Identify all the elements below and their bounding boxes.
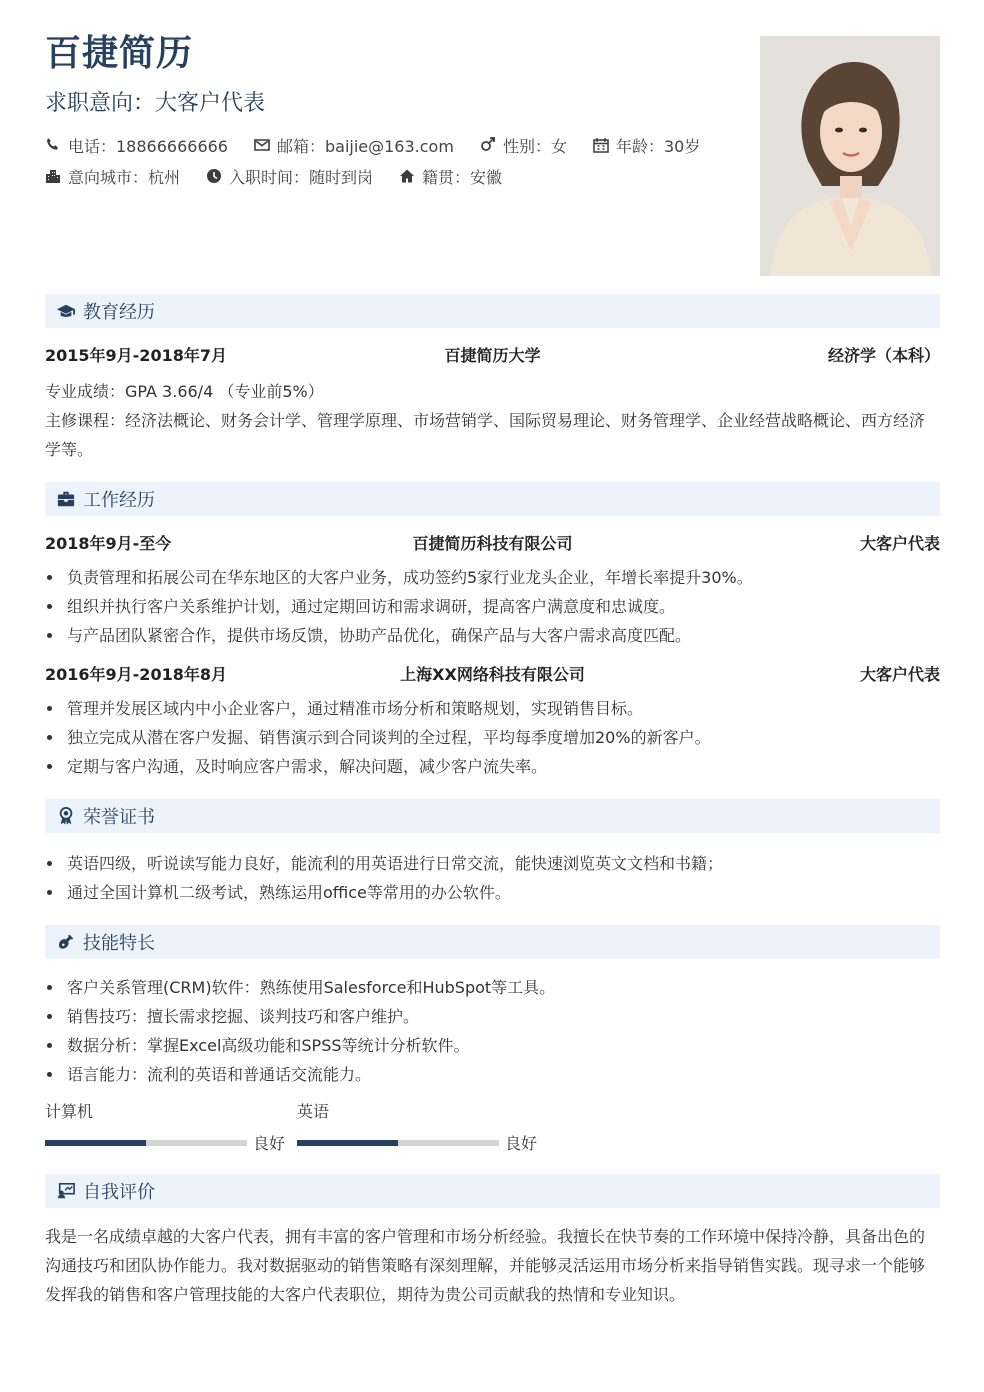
section-self-eval-title: 自我评价: [83, 1182, 155, 1203]
work-2-company: 上海XX网络科技有限公司: [400, 665, 585, 684]
gender-icon: [480, 137, 496, 153]
education-school: 百捷简历大学: [444, 346, 541, 365]
work-1-period: 2018年9月-至今: [45, 534, 172, 553]
section-honors-title: 荣誉证书: [83, 807, 155, 828]
education-major: 经济学（本科）: [827, 346, 940, 365]
education-gpa: 专业成绩：GPA 3.66/4 （专业前5%）: [45, 382, 324, 401]
section-honors-header: [45, 799, 940, 833]
list-item: 英语四级，听说读写能力良好，能流利的用英语进行日常交流，能快速浏览英文文档和书籍；: [45, 849, 940, 878]
work-2-role: 大客户代表: [859, 665, 940, 684]
city-icon: [45, 168, 61, 184]
info-phone: [45, 134, 228, 157]
resume-page: [45, 30, 940, 1309]
list-item: 数据分析：掌握Excel高级功能和SPSS等统计分析软件。: [45, 1031, 940, 1060]
section-education-title: 教育经历: [83, 302, 155, 323]
section-education-header: [45, 294, 940, 328]
clock-icon: [206, 168, 222, 184]
gender-text: 性别：女: [502, 136, 567, 156]
self-eval-text: 我是一名成绩卓越的大客户代表，拥有丰富的客户管理和市场分析经验。我擅长在快节奏的工作环境中保持冷静，具备出色的沟通技巧和团队协作能力。我对数据驱动的销售策略有深刻理解，并能够灵活运用市场分析来指导销售实践。现寻求一个能够发挥我的销售和客户管理技能的大客户代表职位，期待为贵公司贡献我的热情和专业知识。: [45, 1227, 926, 1304]
briefcase-icon: [57, 490, 75, 508]
work-2-period: 2016年9月-2018年8月: [45, 665, 227, 684]
list-item: 与产品团队紧密合作，提供市场反馈，协助产品优化，确保产品与大客户需求高度匹配。: [45, 621, 940, 650]
education-period: 2015年9月-2018年7月: [45, 346, 227, 365]
city-text: 意向城市：杭州: [68, 167, 181, 187]
phone-text: 电话：18866666666: [68, 136, 228, 156]
skill-computer-name: 计算机: [45, 1102, 94, 1121]
hometown-text: 籍贯：安徽: [422, 167, 503, 187]
honors-list: [45, 849, 940, 907]
section-skills-header: [45, 925, 940, 959]
info-hometown: [399, 165, 502, 188]
skill-english: [297, 1101, 537, 1154]
mail-icon: [254, 137, 270, 153]
education-courses: 主修课程：经济法概论、财务会计学、管理学原理、市场营销学、国际贸易理论、财务管理学、企业经营战略概论、西方经济学等。: [45, 411, 926, 459]
skill-bars: [45, 1101, 940, 1154]
home-icon: [399, 168, 415, 184]
job-intent: 求职意向：大客户代表: [45, 91, 266, 116]
section-skills-title: 技能特长: [83, 933, 155, 954]
candidate-name: 百捷简历: [45, 33, 194, 74]
list-item: 定期与客户沟通，及时响应客户需求，解决问题，减少客户流失率。: [45, 752, 940, 781]
list-item: 负责管理和拓展公司在华东地区的大客户业务，成功签约5家行业龙头企业，年增长率提升30%。: [45, 563, 940, 592]
skill-english-bar-fill: [297, 1140, 398, 1146]
skills-list: [45, 973, 940, 1089]
list-item: 独立完成从潜在客户发掘、销售演示到合同谈判的全过程，平均每季度增加20%的新客户。: [45, 723, 940, 752]
work-entry-2: [45, 664, 940, 686]
work-1-company: 百捷简历科技有限公司: [412, 534, 573, 553]
phone-icon: [45, 137, 61, 153]
graduation-cap-icon: [57, 302, 75, 320]
section-work-header: [45, 482, 940, 516]
education-entry: [45, 345, 940, 367]
calendar-icon: [593, 137, 609, 153]
info-age: [593, 134, 700, 157]
section-self-eval-header: [45, 1174, 940, 1208]
portrait-illustration: [760, 36, 940, 276]
work-1-role: 大客户代表: [859, 534, 940, 553]
skill-computer: [45, 1101, 285, 1154]
list-item: 销售技巧：擅长需求挖掘、谈判技巧和客户维护。: [45, 1002, 940, 1031]
list-item: 语言能力：流利的英语和普通话交流能力。: [45, 1060, 940, 1089]
age-text: 年龄：30岁: [615, 136, 701, 156]
profile-photo: [760, 36, 940, 276]
presentation-icon: [57, 1182, 75, 1200]
list-item: 客户关系管理(CRM)软件：熟练使用Salesforce和HubSpot等工具。: [45, 973, 940, 1002]
info-email: [254, 134, 454, 157]
skill-english-level: 良好: [504, 1134, 537, 1153]
guitar-icon: [57, 933, 75, 951]
info-start-time: [206, 165, 373, 188]
start-time-text: 入职时间：随时到岗: [229, 167, 374, 187]
list-item: 组织并执行客户关系维护计划，通过定期回访和需求调研，提高客户满意度和忠诚度。: [45, 592, 940, 621]
skill-english-name: 英语: [297, 1102, 330, 1121]
work-1-duties: [45, 563, 940, 650]
skill-computer-bar-fill: [45, 1140, 146, 1146]
resume-header: [45, 30, 940, 280]
email-text: 邮箱：baijie@163.com: [276, 136, 454, 156]
skill-computer-bar-line: [45, 1131, 285, 1154]
info-gender: [480, 134, 567, 157]
list-item: 管理并发展区域内中小企业客户，通过精准市场分析和策略规划，实现销售目标。: [45, 694, 940, 723]
skill-english-bar: [297, 1140, 499, 1146]
section-work-title: 工作经历: [83, 490, 155, 511]
work-2-duties: [45, 694, 940, 781]
list-item: 通过全国计算机二级考试，熟练运用office等常用的办公软件。: [45, 878, 940, 907]
info-city: [45, 165, 180, 188]
work-entry-1: [45, 533, 940, 555]
skill-computer-level: 良好: [252, 1134, 285, 1153]
award-icon: [57, 807, 75, 825]
skill-english-bar-line: [297, 1131, 537, 1154]
skill-computer-bar: [45, 1140, 247, 1146]
